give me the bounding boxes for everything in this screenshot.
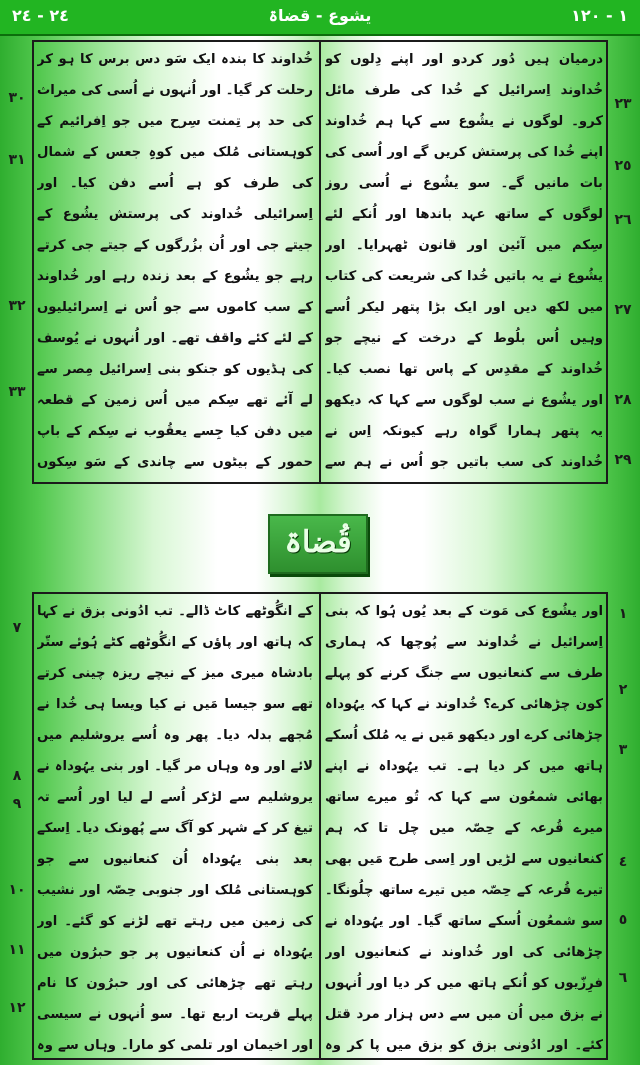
top-right-verse-numbers [608,40,638,484]
verse-number: ٢٥ [614,158,632,174]
bottom-left-text-column [37,596,313,1056]
verse-number: ١ [618,606,628,622]
verse-number: ١٢ [8,1000,26,1016]
page-number: ١ - ١٢٠ [571,6,628,25]
verse-number: ٢٨ [614,392,632,408]
verse-number: ٢ [618,682,628,698]
verse-text: کے انگُوٹھے کاٹ ڈالے۔ تب ادُونی بزق نے کہا کہ ہاتھ اور پاؤں کے انگُوٹھے کٹے ہُوئے ستّر بادشاہ میری میز کے نیچے ریزہ چینی کرتے تھے سو جیسا مَیں نے کیا ویسا ہی خُدا نے مُجھے بدلہ دیا۔ پھر وہ اُسے یروشلیم میں لائے اور وہ وہاں مر گیا۔ اور بنی یہُوداہ نے یروشلیم سے لڑکر اُسے لے لیا اور اُسے تہ تیغ کر کے شہر کو آگ سے پُھونک دیا۔ اِسکے بعد بنی یہُوداہ اُن کنعانیوں سے جو کوہستانی مُلک اور جنوبی حِصّہ اور نشیب کی زمین میں رہتے تھے لڑنے کو گئے۔ اور یہُوداہ نے اُن کنعانیوں پر جو حبرُون میں رہتے تھے چڑھائی کی اور حبرُون کا نام پہلے قریت اربع تھا۔ سو اُنہوں نے سیسی اور اخیمان اور تلمی کو مارا۔ وہاں سے وہ [37,604,313,1053]
top-left-verse-numbers [2,40,32,484]
book-title: یشوع - قضاۃ [268,6,372,25]
bottom-right-text-column [325,596,603,1056]
verse-number: ٣٢ [8,298,26,314]
book-heading: قُضاۃ [284,525,352,560]
verse-number: ٢٣ [614,96,632,112]
book-heading-emblem [268,514,368,574]
bottom-left-verse-numbers [2,592,32,1060]
verse-number: ٦ [618,970,628,986]
verse-number: ٢٩ [614,452,632,468]
bottom-column-divider [319,592,321,1060]
top-right-text-column [325,44,603,480]
verse-number: ٣ [618,742,628,758]
verse-text: درمیان ہیں دُور کردو اور اپنے دِلوں کو خُداوند اِسرائیل کے خُدا کی طرف مائل کرو۔ لوگوں نے یشُوع سے کہا ہم خُداوند اپنے خُدا کی پرستش کریں گے اور اُسی کی بات مانیں گے۔ سو یشُوع نے اُسی روز لوگوں کے ساتھ عہد باندھا اور اُنکے لئے سِکم میں آئین اور قانون ٹھہرایا۔ اور یشُوع نے یہ باتیں خُدا کی شریعت کی کتاب میں لکھ دیں اور ایک بڑا پتھر لیکر اُسے وہیں اُس بلُوط کے درخت کے نیچے جو خُداوند کے مقدِس کے پاس تھا نصب کیا۔ اور یشُوع نے سب لوگوں سے کہا کہ دیکھو یہ پتھر ہمارا گواہ رہے کیونکہ اِس نے خُداوند کی سب باتیں جو اُس نے ہم سے [325,52,603,470]
verse-number: ٥ [618,912,628,928]
bottom-right-verse-numbers [608,592,638,1060]
verse-number: ٤ [618,854,628,870]
chapter-range: ٢٤ - ٢٤ [12,6,69,25]
verse-number: ٧ [12,620,22,636]
verse-number: ٩ [12,796,22,812]
top-column-divider [319,40,321,484]
verse-text: خُداوند کا بندہ ایک سَو دس برس کا ہو کر رحلت کر گیا۔ اور اُنہوں نے اُسی کی میراث کی حد پر تِمنت سِرح میں جو اِفرائیم کے کوہستانی مُلک میں کوہِ جعس کے شمال کی طرف کو ہے اُسے دفن کیا۔ اور اِسرائیلی خُداوند کی پرستش یشُوع کے جیتے جی اور اُن بزُرگوں کے جیتے جی کرتے رہے جو یشُوع کے بعد زندہ رہے اور خُداوند کے سب کاموں سے جو اُس نے اِسرائیلیوں کے لئے کئے واقف تھے۔ اور اُنہوں نے یُوسف کی ہڈیوں کو جنکو بنی اِسرائیل مِصر سے لے آئے تھے سِکم میں اُس زمین کے قطعہ میں دفن کیا جِسے یعقُوب نے سِکم کے باپ حمور کے بیٹوں سے چاندی کے سَو سِکوں [37,52,313,470]
verse-number: ٣٣ [8,384,26,400]
verse-number: ١٠ [8,882,26,898]
verse-number: ١١ [8,942,26,958]
verse-text: اور یشُوع کی مَوت کے بعد یُوں ہُوا کہ بنی اِسرائیل نے خُداوند سے پُوچھا کہ ہماری طرف سے کنعانیوں سے جنگ کرنے کو پہلے کون چڑھائی کرے؟ خُداوند نے کہا کہ یہُوداہ چڑھائی کرے اور دیکھو مَیں نے یہ مُلک اُسکے ہاتھ میں کر دیا ہے۔ تب یہُوداہ نے اپنے بھائی شمعُون سے کہا کہ تُو میرے ساتھ میرے قُرعہ کے حِصّہ میں چل تا کہ ہم کنعانیوں سے لڑیں اور اِسی طرح مَیں بھی تیرے قُرعہ کے حِصّہ میں تیرے ساتھ چلُونگا۔ سو شمعُون اُسکے ساتھ گیا۔ اور یہُوداہ نے چڑھائی کی اور خُداوند نے کنعانیوں اور فرِزّیوں کو اُنکے ہاتھ میں کر دیا اور اُنہوں نے بزق میں اُن میں سے دس ہزار مرد قتل کئے۔ اور ادُونی بزق کو بزق میں پا کر وہ [325,604,603,1053]
top-left-text-column [37,44,313,480]
page-header [0,0,640,36]
verse-number: ٣١ [8,152,26,168]
verse-number: ٨ [12,768,22,784]
verse-number: ٢٦ [614,212,632,228]
verse-number: ٢٧ [614,302,632,318]
verse-number: ٣٠ [8,90,26,106]
